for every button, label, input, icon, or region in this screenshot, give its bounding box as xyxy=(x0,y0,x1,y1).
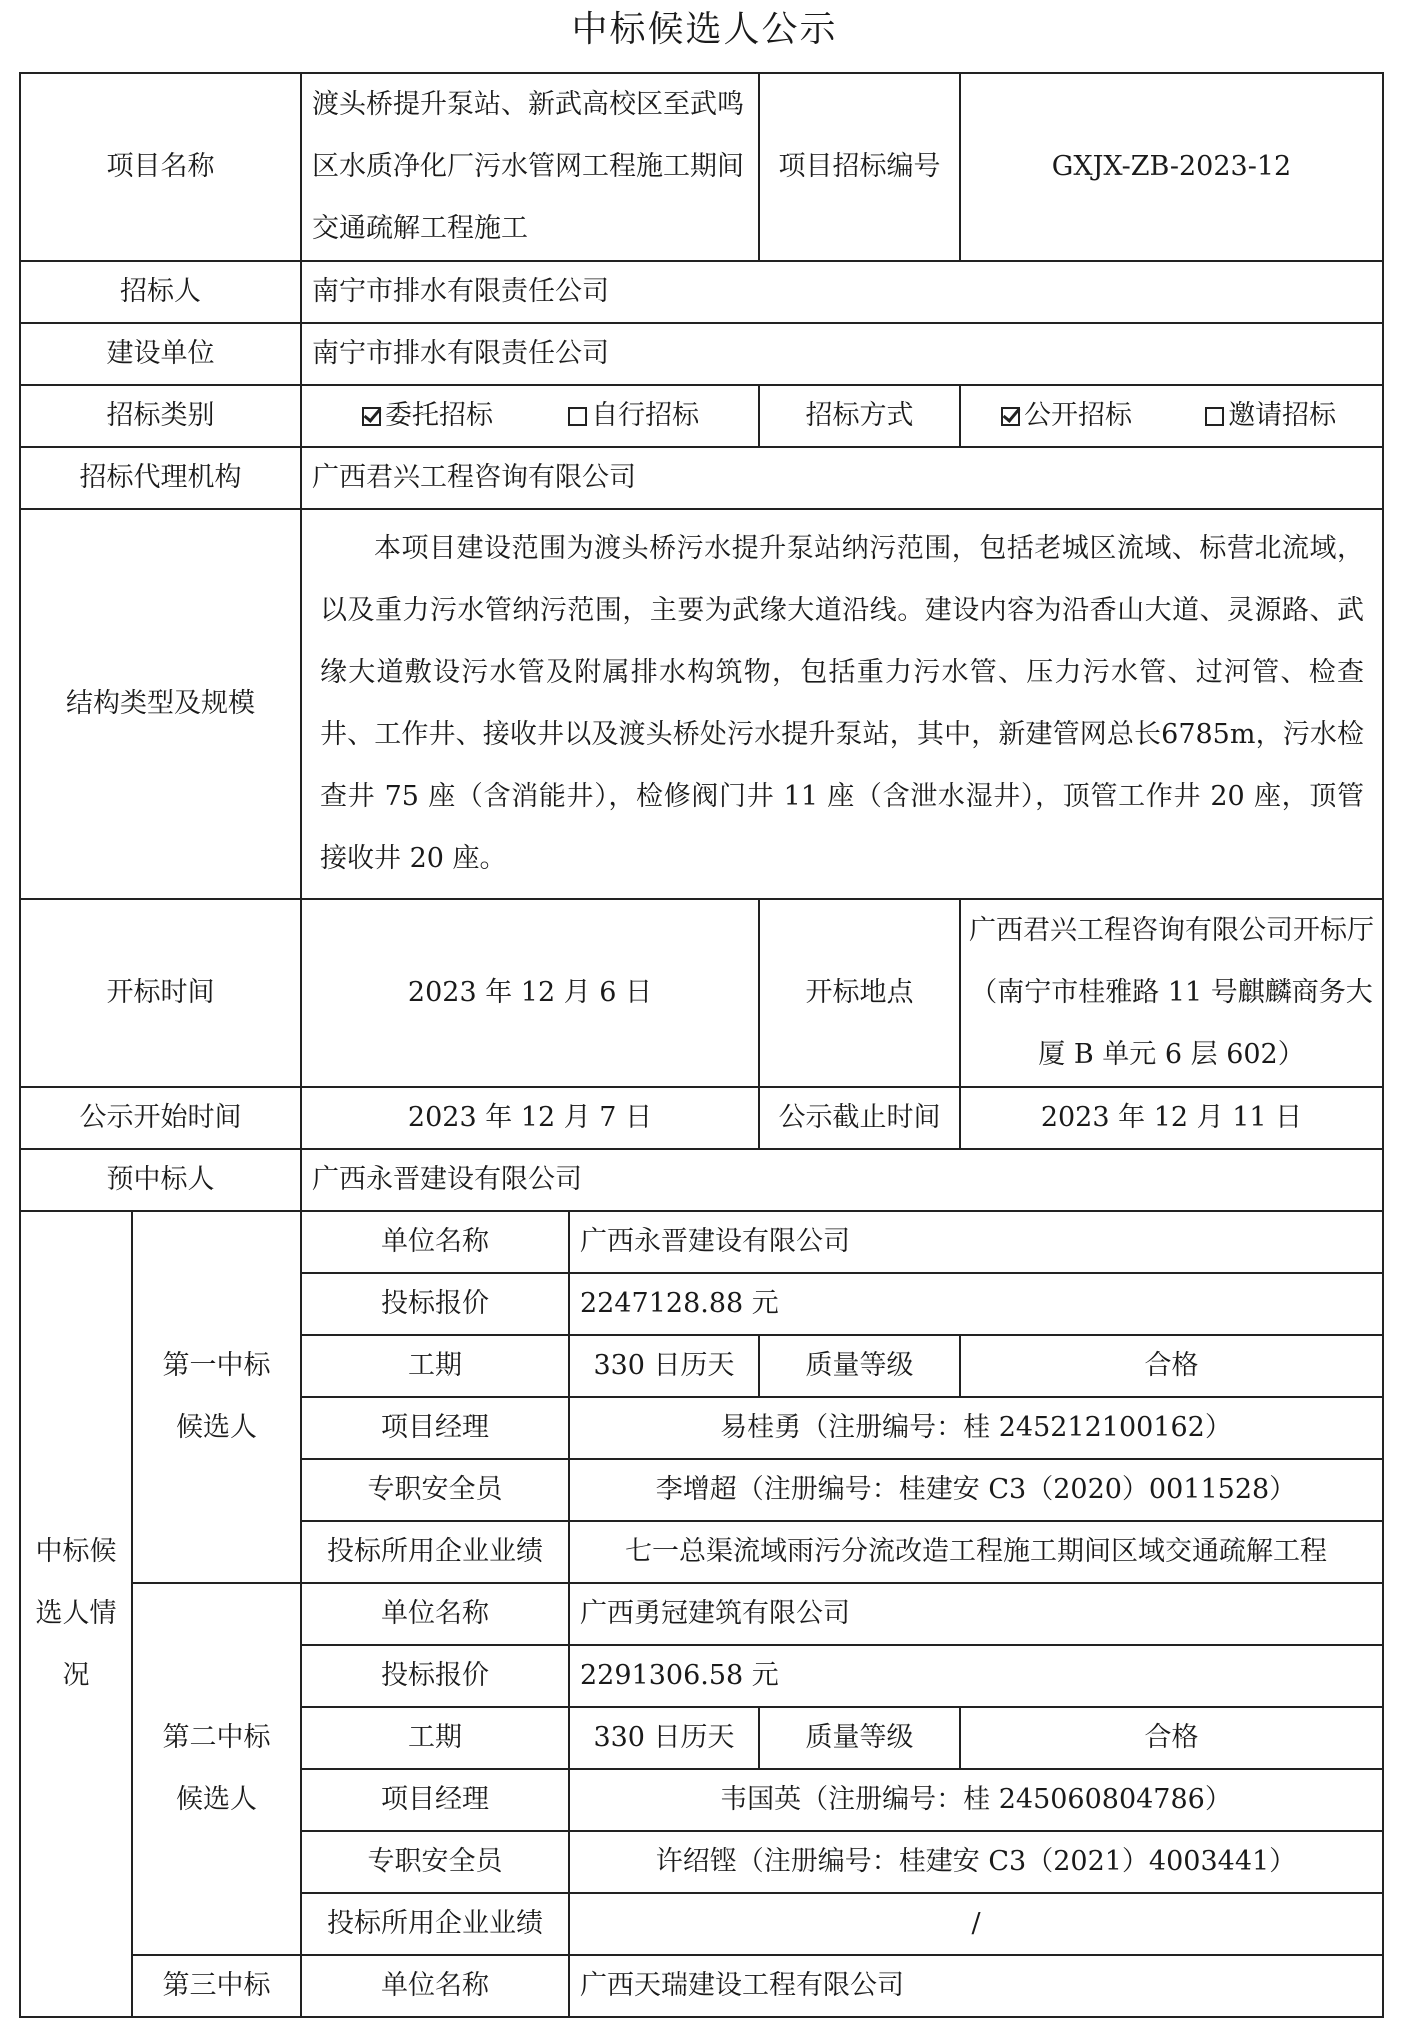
row-winner xyxy=(20,1149,1383,1211)
row-scope xyxy=(20,509,1383,899)
category-options xyxy=(301,385,759,447)
opening-time-label: 开标时间 xyxy=(20,899,301,1087)
scope-value: 本项目建设范围为渡头桥污水提升泵站纳污范围，包括老城区流域、标营北流域，以及重力污水管纳污范围，主要为武缘大道沿线。建设内容为沿香山大道、灵源路、武缘大道敷设污水管及附属排水构筑物，包括重力污水管、压力污水管、过河管、检查井、工作井、接收井以及渡头桥处污水提升泵站，其中，新建管网总长6785m，污水检查井 75 座（含消能井），检修阀门井 11 座（含泄水湿井），顶管工作井 20 座，顶管接收井 20 座。 xyxy=(301,509,1383,899)
project-code-value: GXJX-ZB-2023-12 xyxy=(960,73,1383,261)
c2-manager-label: 项目经理 xyxy=(301,1769,569,1831)
method-label: 招标方式 xyxy=(759,385,960,447)
c2-manager-value: 韦国英（注册编号：桂 245060804786） xyxy=(569,1769,1383,1831)
publicity-start-label: 公示开始时间 xyxy=(20,1087,301,1149)
publicity-start-value: 2023 年 12 月 7 日 xyxy=(301,1087,759,1149)
c1-price-label: 投标报价 xyxy=(301,1273,569,1335)
winner-value: 广西永晋建设有限公司 xyxy=(301,1149,1383,1211)
c1-period-label: 工期 xyxy=(301,1335,569,1397)
category-option-self: 自行招标 xyxy=(591,400,700,431)
c1-unit-value: 广西永晋建设有限公司 xyxy=(569,1211,1383,1273)
second-candidate-label: 第二中标候选人 xyxy=(132,1583,301,1955)
c2-quality-label: 质量等级 xyxy=(759,1707,960,1769)
first-candidate-label: 第一中标候选人 xyxy=(132,1211,301,1583)
project-name-label: 项目名称 xyxy=(20,73,301,261)
c1-period-value: 330 日历天 xyxy=(569,1335,759,1397)
row-agency xyxy=(20,447,1383,509)
c3-unit-value: 广西天瑞建设工程有限公司 xyxy=(569,1955,1383,2017)
opening-place-value: 广西君兴工程咨询有限公司开标厅（南宁市桂雅路 11 号麒麟商务大厦 B 单元 6 层 602） xyxy=(960,899,1383,1087)
method-options xyxy=(960,385,1383,447)
row-tenderer xyxy=(20,261,1383,323)
row-opening xyxy=(20,899,1383,1087)
opening-place-label: 开标地点 xyxy=(759,899,960,1087)
category-option-entrusted: 委托招标 xyxy=(385,400,493,431)
candidates-section-label: 中标候选人情况 xyxy=(20,1211,132,2017)
c1-manager-value: 易桂勇（注册编号：桂 245212100162） xyxy=(569,1397,1383,1459)
agency-value: 广西君兴工程咨询有限公司 xyxy=(301,447,1383,509)
c2-price-label: 投标报价 xyxy=(301,1645,569,1707)
winner-label: 预中标人 xyxy=(20,1149,301,1211)
project-name-value: 渡头桥提升泵站、新武高校区至武鸣区水质净化厂污水管网工程施工期间交通疏解工程施工 xyxy=(301,73,759,261)
row-c1-unit xyxy=(20,1211,1383,1273)
c2-safety-value: 许绍铿（注册编号：桂建安 C3（2021）4003441） xyxy=(569,1831,1383,1893)
method-option-open: 公开招标 xyxy=(1024,400,1132,431)
method-option-invite: 邀请招标 xyxy=(1228,400,1337,431)
row-publicity xyxy=(20,1087,1383,1149)
category-label: 招标类别 xyxy=(20,385,301,447)
row-category xyxy=(20,385,1383,447)
c1-safety-value: 李增超（注册编号：桂建安 C3（2020）0011528） xyxy=(569,1459,1383,1521)
checkbox-empty-icon xyxy=(1205,407,1224,426)
page-title: 中标候选人公示 xyxy=(571,9,838,50)
row-builder xyxy=(20,323,1383,385)
publicity-end-label: 公示截止时间 xyxy=(759,1087,960,1149)
c1-price-value: 2247128.88 元 xyxy=(569,1273,1383,1335)
c2-period-label: 工期 xyxy=(301,1707,569,1769)
c1-performance-value: 七一总渠流域雨污分流改造工程施工期间区域交通疏解工程 xyxy=(569,1521,1383,1583)
c1-unit-label: 单位名称 xyxy=(301,1211,569,1273)
row-c2-unit xyxy=(20,1583,1383,1645)
c1-performance-label: 投标所用企业业绩 xyxy=(301,1521,569,1583)
builder-label: 建设单位 xyxy=(20,323,301,385)
scope-label: 结构类型及规模 xyxy=(20,509,301,899)
checkbox-empty-icon xyxy=(568,407,587,426)
c2-period-value: 330 日历天 xyxy=(569,1707,759,1769)
third-candidate-label: 第三中标 xyxy=(132,1955,301,2017)
c2-quality-value: 合格 xyxy=(960,1707,1383,1769)
c2-performance-label: 投标所用企业业绩 xyxy=(301,1893,569,1955)
tenderer-value: 南宁市排水有限责任公司 xyxy=(301,261,1383,323)
c1-quality-label: 质量等级 xyxy=(759,1335,960,1397)
c1-manager-label: 项目经理 xyxy=(301,1397,569,1459)
c3-unit-label: 单位名称 xyxy=(301,1955,569,2017)
c2-safety-label: 专职安全员 xyxy=(301,1831,569,1893)
tenderer-label: 招标人 xyxy=(20,261,301,323)
c1-safety-label: 专职安全员 xyxy=(301,1459,569,1521)
c1-quality-value: 合格 xyxy=(960,1335,1383,1397)
checkbox-checked-icon xyxy=(1001,407,1020,426)
c2-unit-value: 广西勇冠建筑有限公司 xyxy=(569,1583,1383,1645)
checkbox-checked-icon xyxy=(362,407,381,426)
agency-label: 招标代理机构 xyxy=(20,447,301,509)
c2-performance-value: / xyxy=(569,1893,1383,1955)
row-c3-unit xyxy=(20,1955,1383,2017)
c2-price-value: 2291306.58 元 xyxy=(569,1645,1383,1707)
notice-table xyxy=(19,72,1384,2018)
publicity-end-value: 2023 年 12 月 11 日 xyxy=(960,1087,1383,1149)
builder-value: 南宁市排水有限责任公司 xyxy=(301,323,1383,385)
row-project-name xyxy=(20,73,1383,261)
c2-unit-label: 单位名称 xyxy=(301,1583,569,1645)
opening-time-value: 2023 年 12 月 6 日 xyxy=(301,899,759,1087)
project-code-label: 项目招标编号 xyxy=(759,73,960,261)
